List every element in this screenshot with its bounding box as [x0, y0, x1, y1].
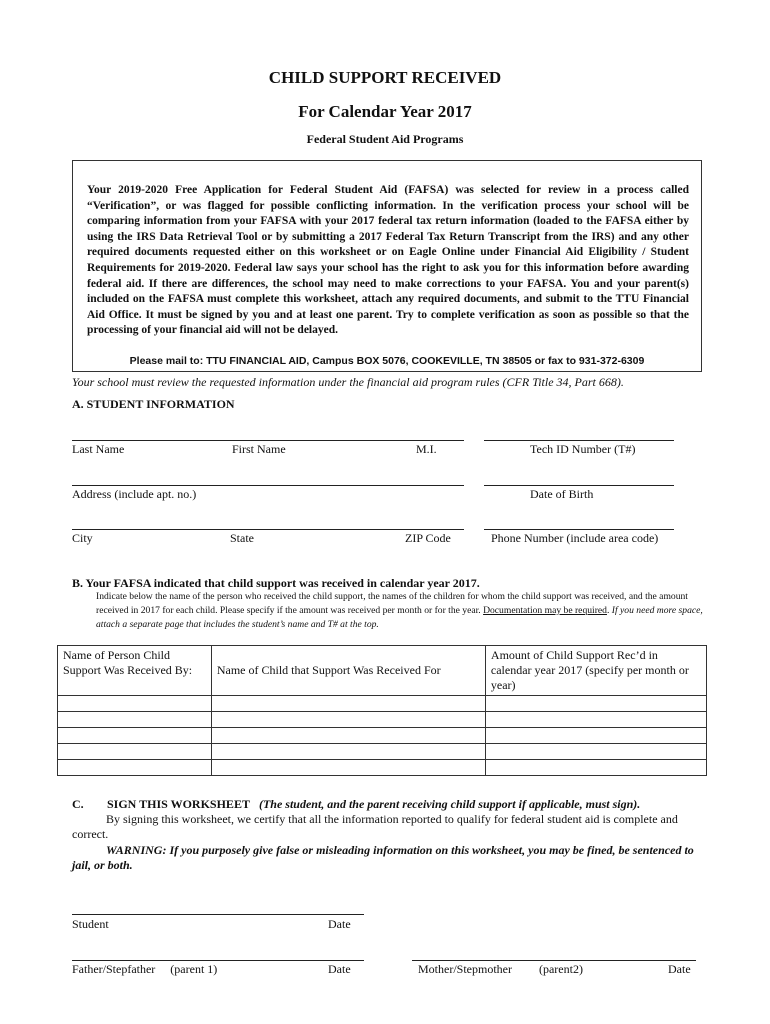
state-label: State: [230, 531, 254, 545]
zip-label: ZIP Code: [405, 531, 451, 545]
student-signature-line[interactable]: [72, 914, 364, 915]
student-label: Student: [72, 917, 109, 931]
mail-instructions: Please mail to: TTU FINANCIAL AID, Campus BOX 5076, COOKEVILLE, TN 38505 or fax to 931-372-6309: [129, 355, 645, 367]
child-cell[interactable]: [211, 760, 485, 776]
child-cell[interactable]: [211, 744, 485, 760]
table-row: [58, 712, 707, 728]
page-title: CHILD SUPPORT RECEIVED: [268, 68, 502, 87]
section-c-title: SIGN THIS WORKSHEET: [107, 797, 250, 811]
name-line[interactable]: [72, 440, 464, 441]
person-cell[interactable]: [58, 728, 212, 744]
person-cell[interactable]: [58, 760, 212, 776]
first-name-label: First Name: [232, 442, 286, 456]
more-space-note: If you need more space, attach a separate page that includes the student’s name and T# at the top.: [96, 605, 703, 630]
phone-line[interactable]: [484, 529, 674, 530]
city-label: City: [72, 531, 93, 545]
mother-label: Mother/Stepmother (parent2): [418, 962, 583, 976]
father-signature-line[interactable]: [72, 960, 364, 961]
section-c-letter: C.: [72, 797, 84, 811]
student-date-label: Date: [328, 917, 351, 931]
section-b-heading: B. Your FAFSA indicated that child support was received in calendar year 2017.: [72, 576, 480, 590]
phone-label: Phone Number (include area code): [491, 531, 659, 545]
mother-date-label: Date: [668, 962, 691, 976]
child-support-table: [57, 645, 707, 776]
section-b-text: Indicate below the name of the person who received the child support, the names of the children for whom the child support was received, and the amount received in 2017 for each child. Please specify if the amount was received per month or for the year.: [96, 591, 688, 616]
address-line[interactable]: [72, 485, 464, 486]
address-label: Address (include apt. no.): [72, 487, 197, 501]
table-row: [58, 728, 707, 744]
column-header-child: Name of Child that Support Was Received For: [211, 646, 485, 696]
city-state-zip-line[interactable]: [72, 529, 464, 530]
table-row: [58, 760, 707, 776]
dob-line[interactable]: [484, 485, 674, 486]
amount-cell[interactable]: [485, 760, 706, 776]
child-cell[interactable]: [211, 712, 485, 728]
mi-label: M.I.: [416, 442, 437, 456]
person-cell[interactable]: [58, 696, 212, 712]
table-row: [58, 744, 707, 760]
column-header-person: Name of Person Child Support Was Received By:: [58, 646, 212, 696]
father-date-label: Date: [328, 962, 351, 976]
child-cell[interactable]: [211, 728, 485, 744]
amount-cell[interactable]: [485, 712, 706, 728]
review-note: Your school must review the requested information under the financial aid program rules (CFR Title 34, Part 668).: [72, 375, 624, 389]
person-cell[interactable]: [58, 744, 212, 760]
table-header-row: [58, 646, 707, 696]
tech-id-label: Tech ID Number (T#): [530, 442, 636, 456]
section-b-instructions: Indicate below the name of the person who received the child support, the names of the children for whom the child support was received, and the amount received in 2017 for each child. Please specify if the amount was received per month or for the year. Documentation may be required. If you need more space, attach a separate page that includes the student’s name and T# at the top.: [96, 591, 703, 630]
section-c-heading: [72, 797, 640, 812]
amount-cell[interactable]: [485, 696, 706, 712]
child-cell[interactable]: [211, 696, 485, 712]
warning-text: WARNING: If you purposely give false or misleading information on this worksheet, you may be fined, be sentenced to jail, or both.: [72, 843, 694, 872]
mother-signature-line[interactable]: [412, 960, 696, 961]
tech-id-line[interactable]: [484, 440, 674, 441]
column-header-amount: Amount of Child Support Rec’d in calendar year 2017 (specify per month or year): [485, 646, 706, 696]
amount-cell[interactable]: [485, 744, 706, 760]
amount-cell[interactable]: [485, 728, 706, 744]
documentation-required: Documentation may be required: [483, 605, 607, 616]
section-a-heading: A. STUDENT INFORMATION: [72, 397, 235, 411]
programs-heading: Federal Student Aid Programs: [306, 132, 464, 146]
page-subtitle: For Calendar Year 2017: [298, 102, 472, 121]
table-row: [58, 696, 707, 712]
father-label: Father/Stepfather (parent 1): [72, 962, 218, 976]
notice-box: [72, 160, 702, 372]
last-name-label: Last Name: [72, 442, 125, 456]
notice-text: Your 2019-2020 Free Application for Federal Student Aid (FAFSA) was selected for review in a process called “Verification”, or was flagged for possible conflicting information. In the verification process your school will be comparing information from your FAFSA with your 2017 federal tax return information (loaded to the FAFSA either by using the IRS Data Retrieval Tool or by submitting a 2017 Federal Tax Return Transcript from the IRS) and any other required documents requested either on this worksheet or on Eagle Online under Financial Aid Eligibility / Student Requirements for 2019-2020. Federal law says your school has the right to ask you for this information before awarding federal aid. If there are differences, the school may need to make corrections to your FAFSA. You and your parent(s) included on the FAFSA must complete this worksheet, attach any required documents, and submit to the TTU Financial Aid Office. It must be signed by you and at least one parent. Try to complete verification as soon as possible so that the processing of your financial aid will not be delayed.: [87, 184, 689, 337]
section-c-note: (The student, and the parent receiving child support if applicable, must sign).: [258, 797, 641, 811]
person-cell[interactable]: [58, 712, 212, 728]
dob-label: Date of Birth: [530, 487, 594, 501]
certification-text: By signing this worksheet, we certify that all the information reported to qualify for federal student aid is complete and correct.: [72, 812, 678, 841]
